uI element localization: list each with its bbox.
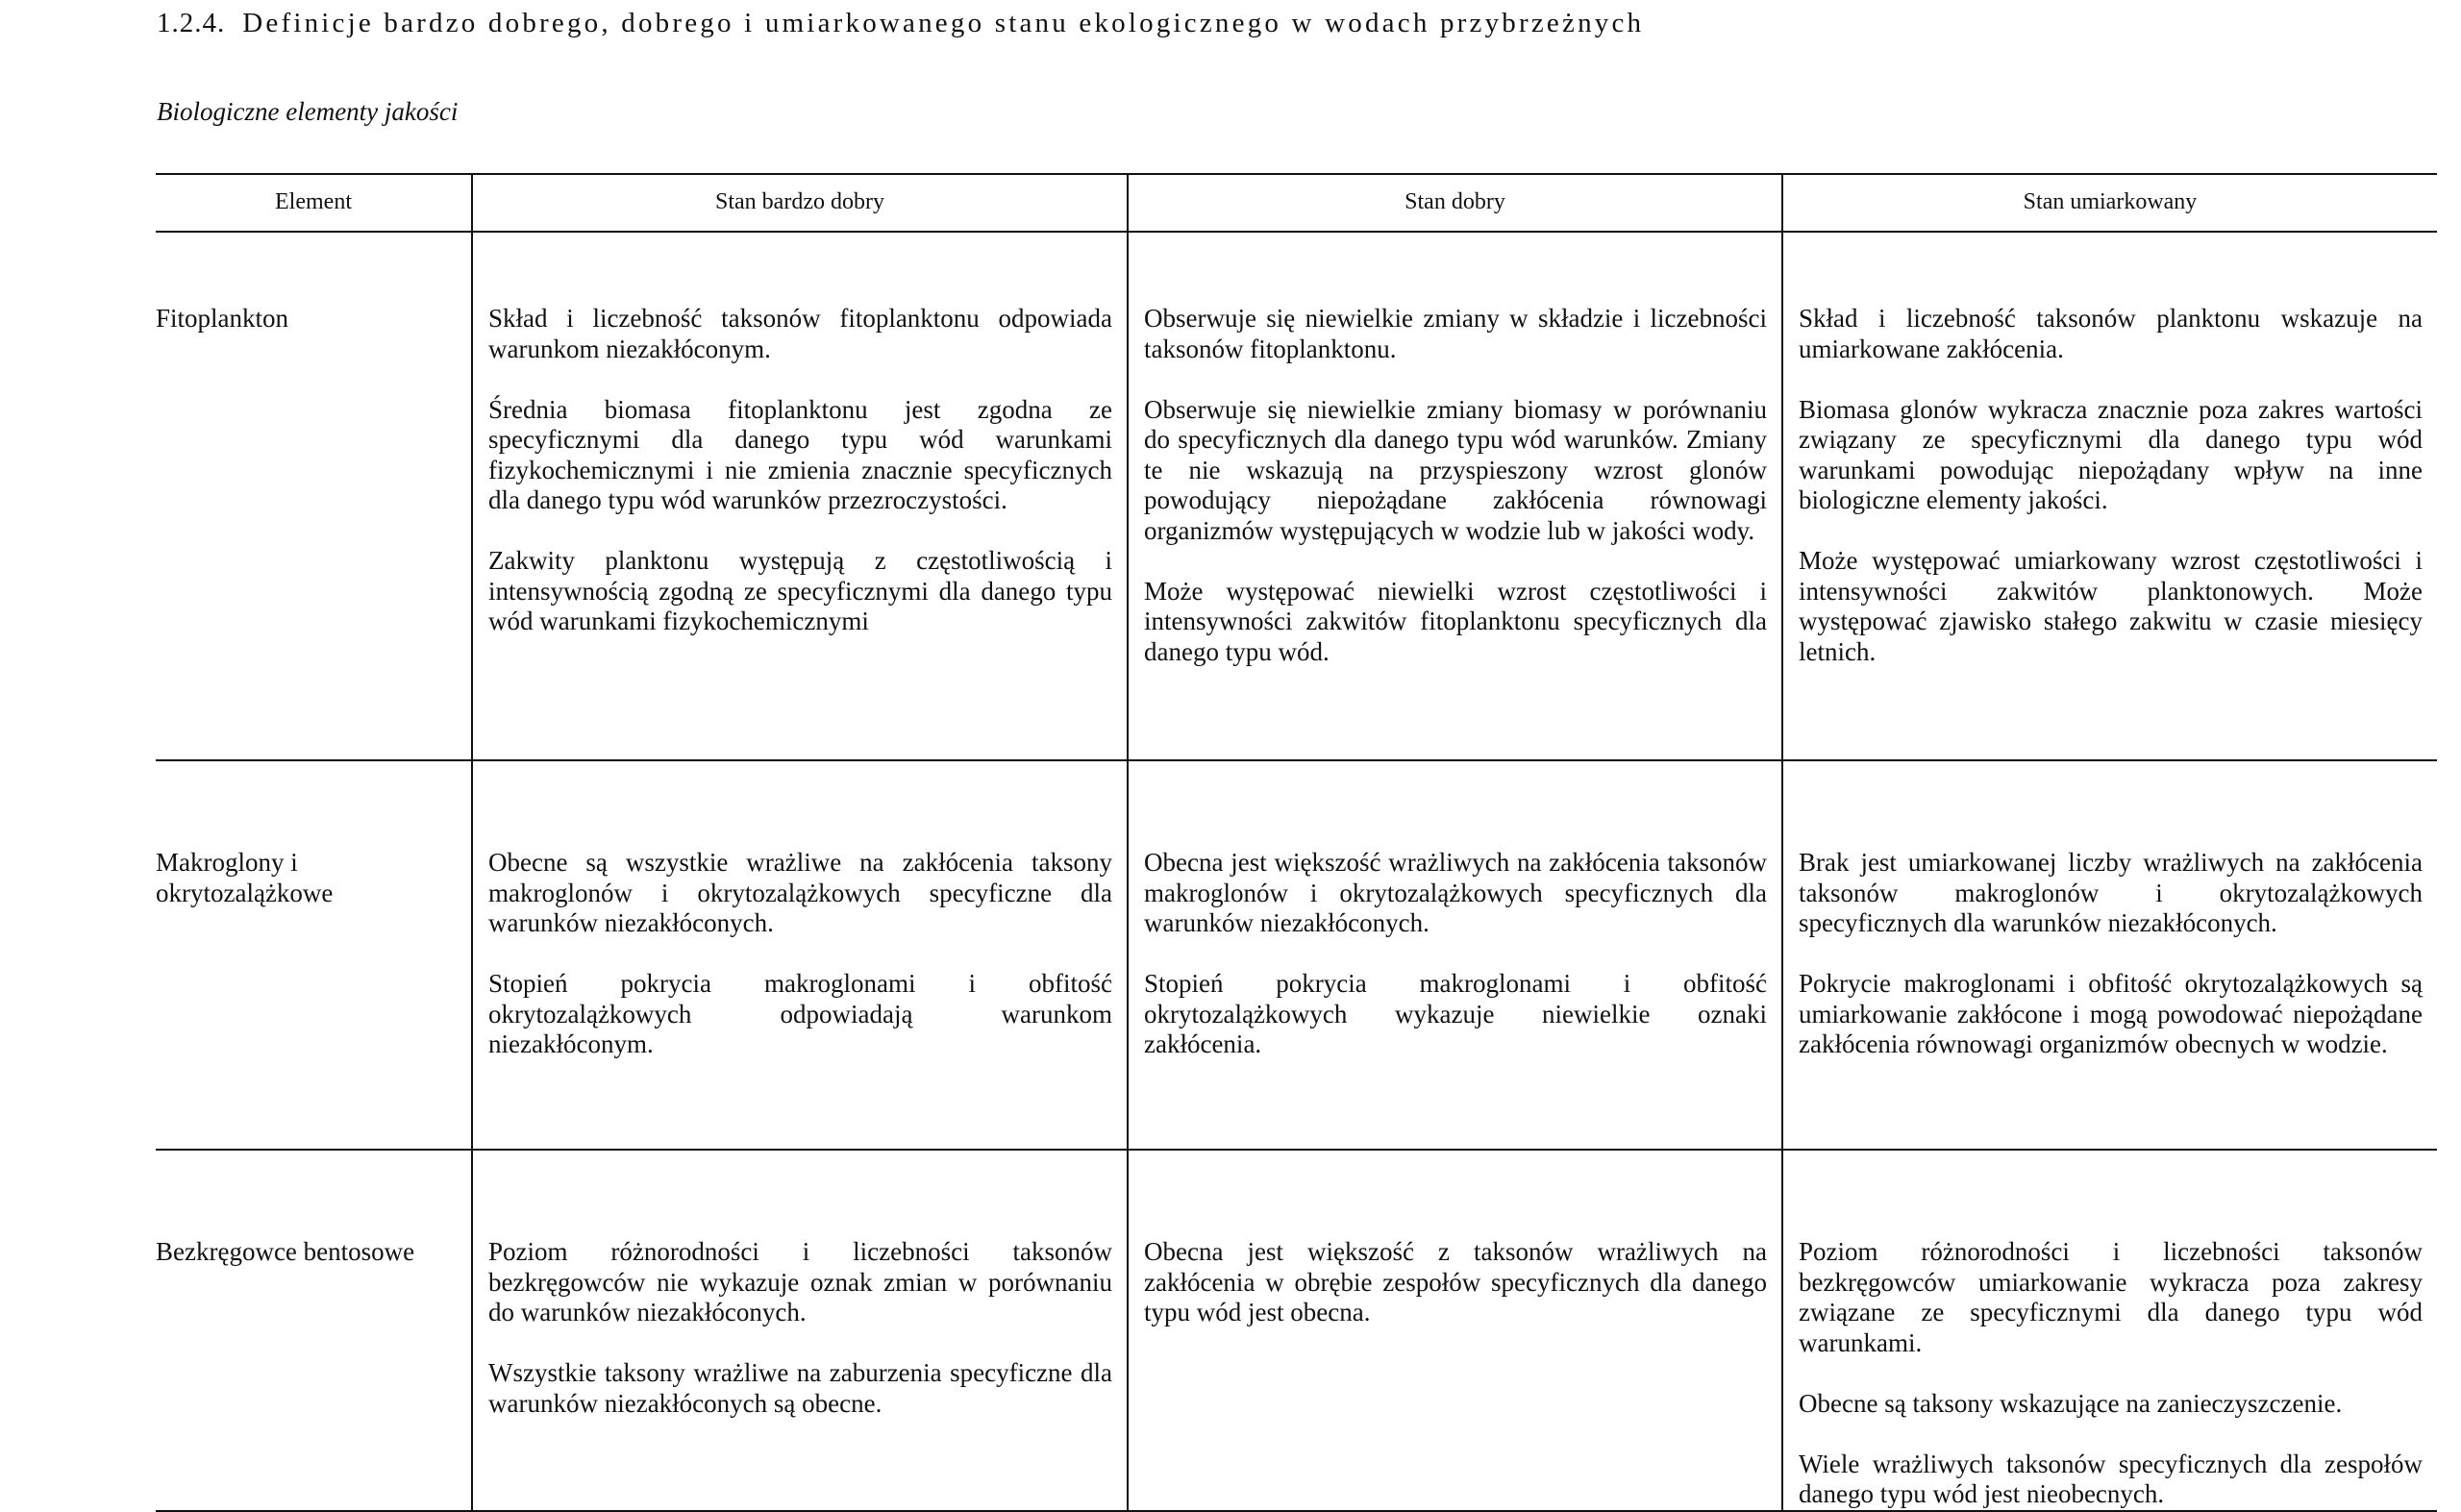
element-cell (156, 760, 472, 1150)
moderate-status-cell (1782, 232, 2437, 760)
cell-paragraph: Obecna jest większość wrażliwych na zakłócenia taksonów makroglonów i okrytozalążkowych specyficznych dla warunków niezakłóconych. (1144, 848, 1767, 937)
header-element: Element (156, 174, 472, 232)
good-status-cell (1128, 760, 1782, 1150)
cell-paragraph: Biomasa glonów wykracza znacznie poza zakres wartości związany ze specyficznymi dla danego typu wód warunkami powodując niepożądany wpływ na inne biologiczne elementy jakości. (1799, 394, 2423, 514)
cell-paragraph: Może występować niewielki wzrost częstotliwości i intensywności zakwitów fitoplanktonu specyficznych dla danego typu wód. (1144, 576, 1767, 666)
table-row (156, 760, 2437, 1150)
cell-paragraph: Poziom różnorodności i liczebności taksonów bezkręgowców umiarkowanie wykracza poza zakresy związane ze specyficznymi dla danego typu wód warunkami. (1799, 1237, 2423, 1357)
section-number: 1.2.4. (157, 8, 226, 38)
moderate-status-cell (1782, 1150, 2437, 1511)
header-high-status: Stan bardzo dobry (472, 174, 1128, 232)
section-heading (157, 4, 1644, 42)
cell-paragraph: Brak jest umiarkowanej liczby wrażliwych na zakłócenia taksonów makroglonów i okrytozalążkowych specyficznych dla warunków niezakłóconych. (1799, 848, 2423, 937)
quality-elements-table (156, 173, 2437, 1512)
good-status-cell (1128, 1150, 1782, 1511)
subheading: Biologiczne elementy jakości (157, 97, 459, 126)
cell-paragraph: Pokrycie makroglonami i obfitość okrytozalążkowych są umiarkowanie zakłócone i mogą powodować niepożądane zakłócenia równowagi organizmów obecnych w wodzie. (1799, 969, 2423, 1058)
element-cell (156, 1150, 472, 1511)
table-body (156, 232, 2437, 1511)
element-name: Makroglony i okrytozalążkowe (156, 848, 334, 907)
cell-paragraph: Może występować umiarkowany wzrost częstotliwości i intensywności zakwitów planktonowych. Może występować zjawisko stałego zakwitu w czasie miesięcy letnich. (1799, 546, 2423, 666)
cell-paragraph: Skład i liczebność taksonów planktonu wskazuje na umiarkowane zakłócenia. (1799, 304, 2423, 363)
cell-paragraph: Skład i liczebność taksonów fitoplanktonu odpowiada warunkom niezakłóconym. (488, 304, 1112, 363)
cell-paragraph: Wszystkie taksony wrażliwe na zaburzenia specyficzne dla warunków niezakłóconych są obecne. (488, 1358, 1112, 1418)
moderate-status-cell (1782, 760, 2437, 1150)
cell-paragraph: Średnia biomasa fitoplanktonu jest zgodna ze specyficznymi dla danego typu wód warunkami fizykochemicznymi i nie zmienia znacznie specyficznych dla danego typu wód warunków przezroczystości. (488, 394, 1112, 514)
table-row (156, 232, 2437, 760)
cell-paragraph: Wiele wrażliwych taksonów specyficznych dla zespołów danego typu wód jest nieobecnych. (1799, 1449, 2423, 1508)
cell-paragraph: Zakwity planktonu występują z częstotliwością i intensywnością zgodną ze specyficznymi dla danego typu wód warunkami fizykochemicznymi (488, 546, 1112, 635)
cell-paragraph: Poziom różnorodności i liczebności taksonów bezkręgowców nie wykazuje oznak zmian w porównaniu do warunków niezakłóconych. (488, 1237, 1112, 1326)
header-row (156, 174, 2437, 232)
element-cell (156, 232, 472, 760)
high-status-cell (472, 1150, 1128, 1511)
header-moderate-status: Stan umiarkowany (1782, 174, 2437, 232)
element-name: Fitoplankton (156, 304, 289, 333)
cell-paragraph: Obecne są taksony wskazujące na zanieczyszczenie. (1799, 1388, 2343, 1418)
high-status-cell (472, 232, 1128, 760)
cell-paragraph: Stopień pokrycia makroglonami i obfitość okrytozalążkowych wykazuje niewielkie oznaki zakłócenia. (1144, 969, 1767, 1058)
cell-paragraph: Stopień pokrycia makroglonami i obfitość okrytozalążkowych odpowiadają warunkom niezakłóconym. (488, 969, 1112, 1058)
cell-paragraph: Obserwuje się niewielkie zmiany w składzie i liczebności taksonów fitoplanktonu. (1144, 304, 1767, 363)
table-header (156, 174, 2437, 232)
cell-paragraph: Obecna jest większość z taksonów wrażliwych na zakłócenia w obrębie zespołów specyficznych dla danego typu wód jest obecna. (1144, 1237, 1767, 1326)
table-row (156, 1150, 2437, 1511)
section-title: Definicje bardzo dobrego, dobrego i umiarkowanego stanu ekologicznego w wodach przybrzeżnych (242, 8, 1645, 38)
cell-paragraph: Obserwuje się niewielkie zmiany biomasy w porównaniu do specyficznych dla danego typu wód warunków. Zmiany te nie wskazują na przyspieszony wzrost glonów powodujący niepożądane zakłócenia równowagi organizmów występujących w wodzie lub w jakości wody. (1144, 394, 1767, 545)
element-name: Bezkręgowce bentosowe (156, 1237, 415, 1266)
cell-paragraph: Obecne są wszystkie wrażliwe na zakłócenia taksony makroglonów i okrytozalążkowych specyficzne dla warunków niezakłóconych. (488, 848, 1112, 937)
high-status-cell (472, 760, 1128, 1150)
good-status-cell (1128, 232, 1782, 760)
header-good-status: Stan dobry (1128, 174, 1782, 232)
